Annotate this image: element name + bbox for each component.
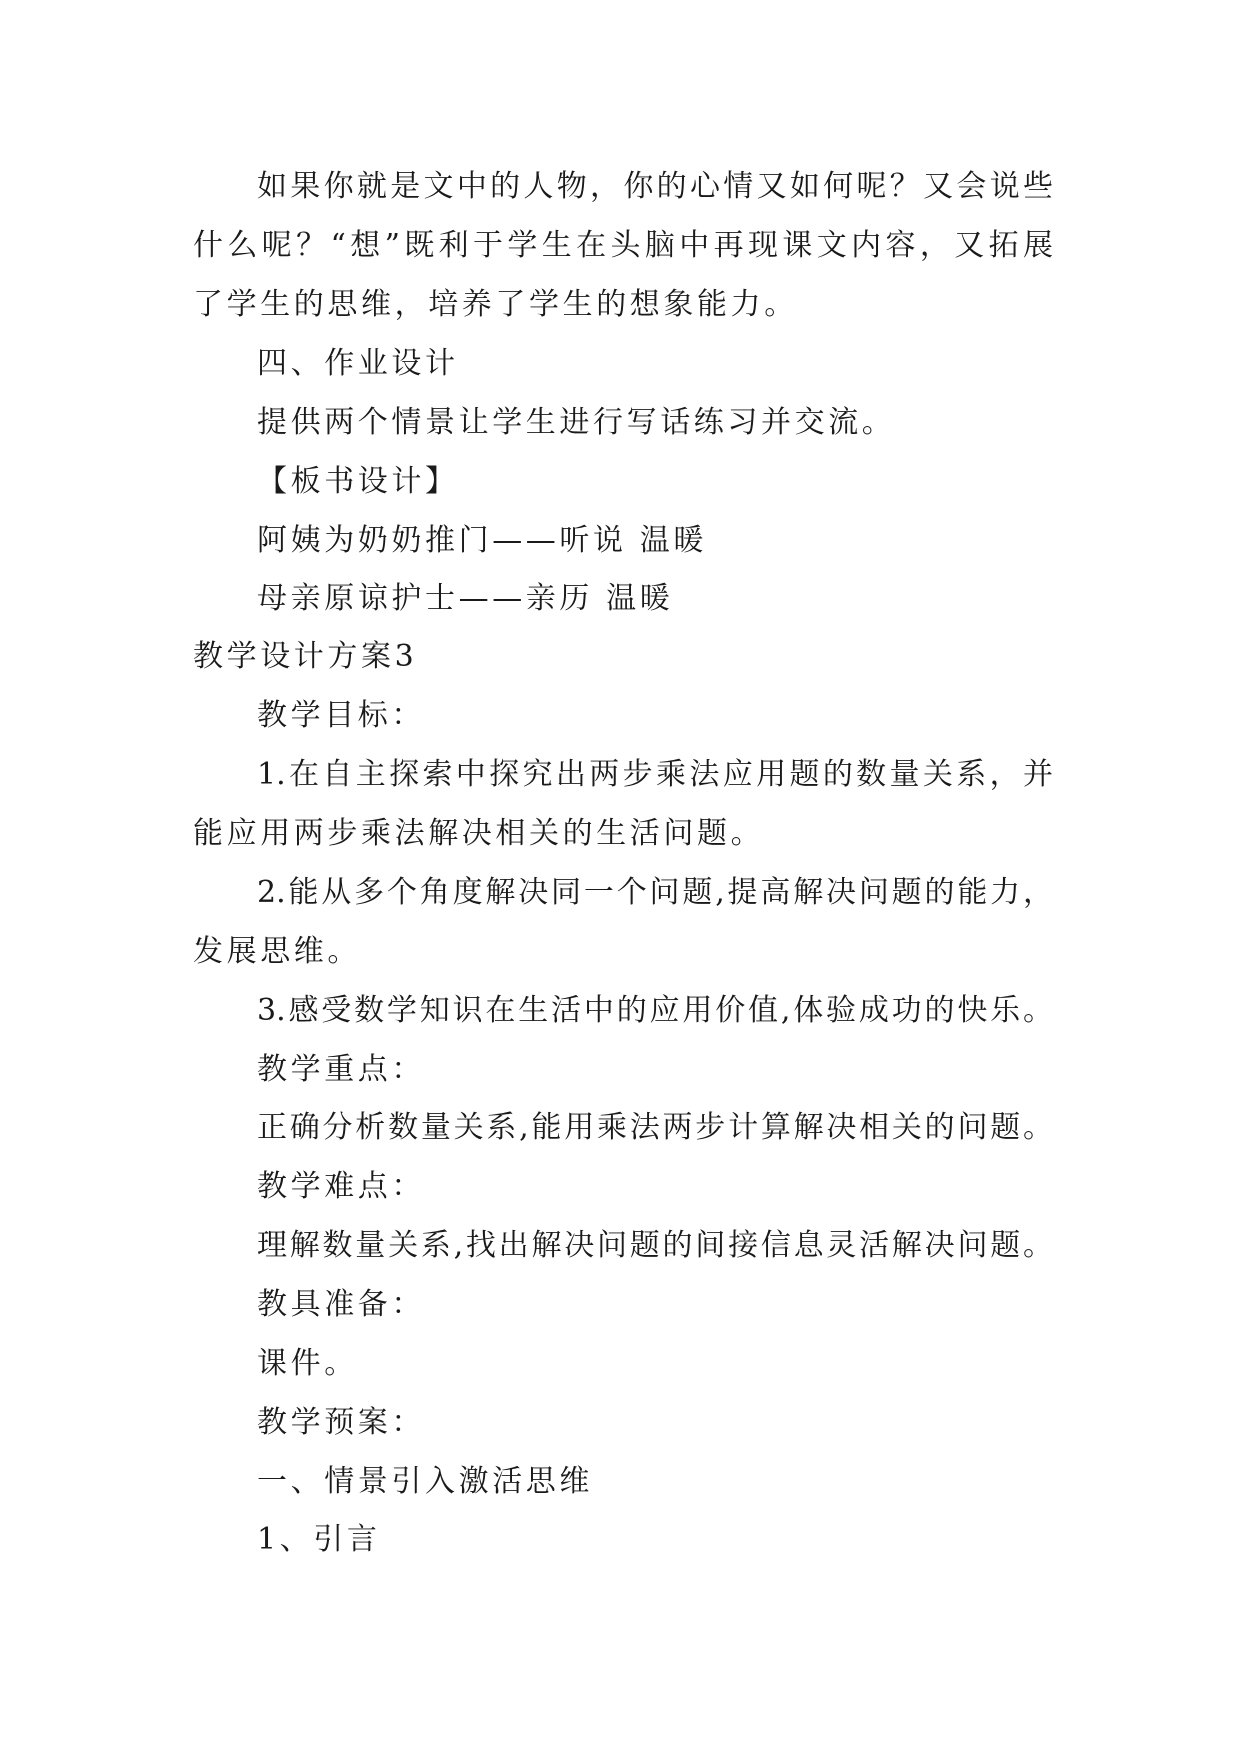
section-heading: 教学预案：	[257, 1405, 425, 1440]
paragraph-line: 3.感受数学知识在生活中的应用价值,体验成功的快乐。	[257, 993, 1053, 1028]
paragraph-line: 课件。	[257, 1346, 358, 1381]
paragraph-line: 1.在自主探索中探究出两步乘法应用题的数量关系，并	[257, 757, 1053, 792]
section-heading: 四、作业设计	[257, 346, 459, 381]
board-line: 母亲原谅护士——亲历 温暖	[257, 581, 674, 616]
section-heading: 教学难点：	[257, 1169, 425, 1204]
paragraph-line: 如果你就是文中的人物，你的心情又如何呢？又会说些	[257, 169, 1053, 204]
section-heading: 教学重点：	[257, 1052, 425, 1087]
paragraph-line: 了学生的思维，培养了学生的想象能力。	[193, 287, 798, 322]
document-title: 教学设计方案3	[193, 639, 418, 674]
section-heading: 一、情景引入激活思维	[257, 1464, 593, 1499]
paragraph-line: 2.能从多个角度解决同一个问题,提高解决问题的能力，	[257, 875, 1053, 910]
paragraph-line: 什么呢？“想”既利于学生在头脑中再现课文内容，又拓展	[193, 228, 1053, 263]
section-heading: 教学目标：	[257, 698, 425, 733]
section-heading: 教具准备：	[257, 1287, 425, 1322]
paragraph-line: 提供两个情景让学生进行写话练习并交流。	[257, 405, 896, 440]
section-heading: 【板书设计】	[257, 464, 459, 499]
board-line: 阿姨为奶奶推门——听说 温暖	[257, 523, 707, 558]
paragraph-line: 1、引言	[257, 1522, 381, 1557]
paragraph-line: 能应用两步乘法解决相关的生活问题。	[193, 816, 765, 851]
paragraph-line: 发展思维。	[193, 934, 361, 969]
paragraph-line: 正确分析数量关系,能用乘法两步计算解决相关的问题。	[257, 1110, 1053, 1145]
paragraph-line: 理解数量关系,找出解决问题的间接信息灵活解决问题。	[257, 1228, 1053, 1263]
